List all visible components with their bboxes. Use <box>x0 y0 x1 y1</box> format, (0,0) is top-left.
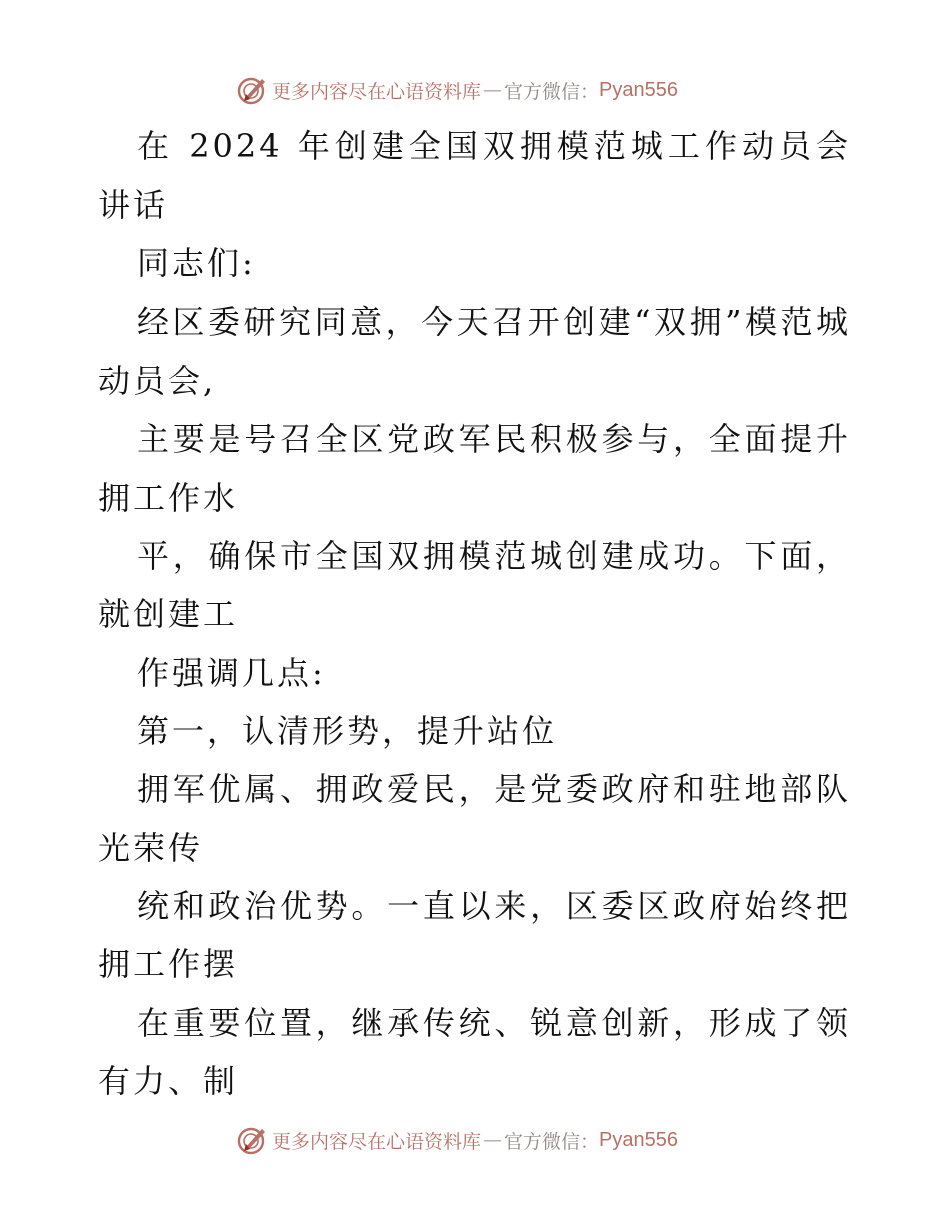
text-line: 拥工作摆 <box>98 945 239 983</box>
text-line: 同志们: <box>137 244 256 282</box>
text-line: 平，确保市全国双拥模范城创建成功。下面， <box>137 537 851 575</box>
quill-in-circle-icon <box>236 1124 268 1156</box>
text-line: 在重要位置，继承传统、锐意创新，形成了领 <box>137 1004 851 1042</box>
text-line: 拥工作水 <box>98 479 239 517</box>
text-line: 拥军优属、拥政爱民，是党委政府和驻地部队 <box>137 770 851 808</box>
watermark-official-label: 官方微信： <box>504 80 600 103</box>
quill-in-circle-icon <box>236 74 268 106</box>
watermark-dash: — <box>483 1129 503 1151</box>
text-line: 讲话 <box>98 186 169 224</box>
watermark-wechat-id: Pyan556 <box>599 78 678 101</box>
footer-watermark <box>236 1122 678 1158</box>
text-line: 就创建工 <box>98 595 239 633</box>
watermark-dash: — <box>483 79 503 101</box>
header-watermark <box>236 72 678 108</box>
text-line: 动员会, <box>98 362 217 400</box>
watermark-text: 更多内容尽在心语资料库 <box>272 80 482 103</box>
text-line: 光荣传 <box>98 829 204 867</box>
watermark-official-label: 官方微信： <box>504 1130 600 1153</box>
text-line: 有力、制 <box>98 1062 239 1100</box>
text-line: 经区委研究同意，今天召开创建“双拥”模范城 <box>137 303 851 341</box>
text-line: 在 2024 年创建全国双拥模范城工作动员会 <box>137 127 851 165</box>
text-line: 统和政治优势。一直以来，区委区政府始终把 <box>137 887 851 925</box>
text-line: 作强调几点: <box>137 654 326 692</box>
section-heading: 第一，认清形势，提升站位 <box>137 712 558 750</box>
watermark-wechat-id: Pyan556 <box>599 1128 678 1151</box>
text-line: 主要是号召全区党政军民积极参与，全面提升 <box>137 420 851 458</box>
watermark-text: 更多内容尽在心语资料库 <box>272 1130 482 1153</box>
